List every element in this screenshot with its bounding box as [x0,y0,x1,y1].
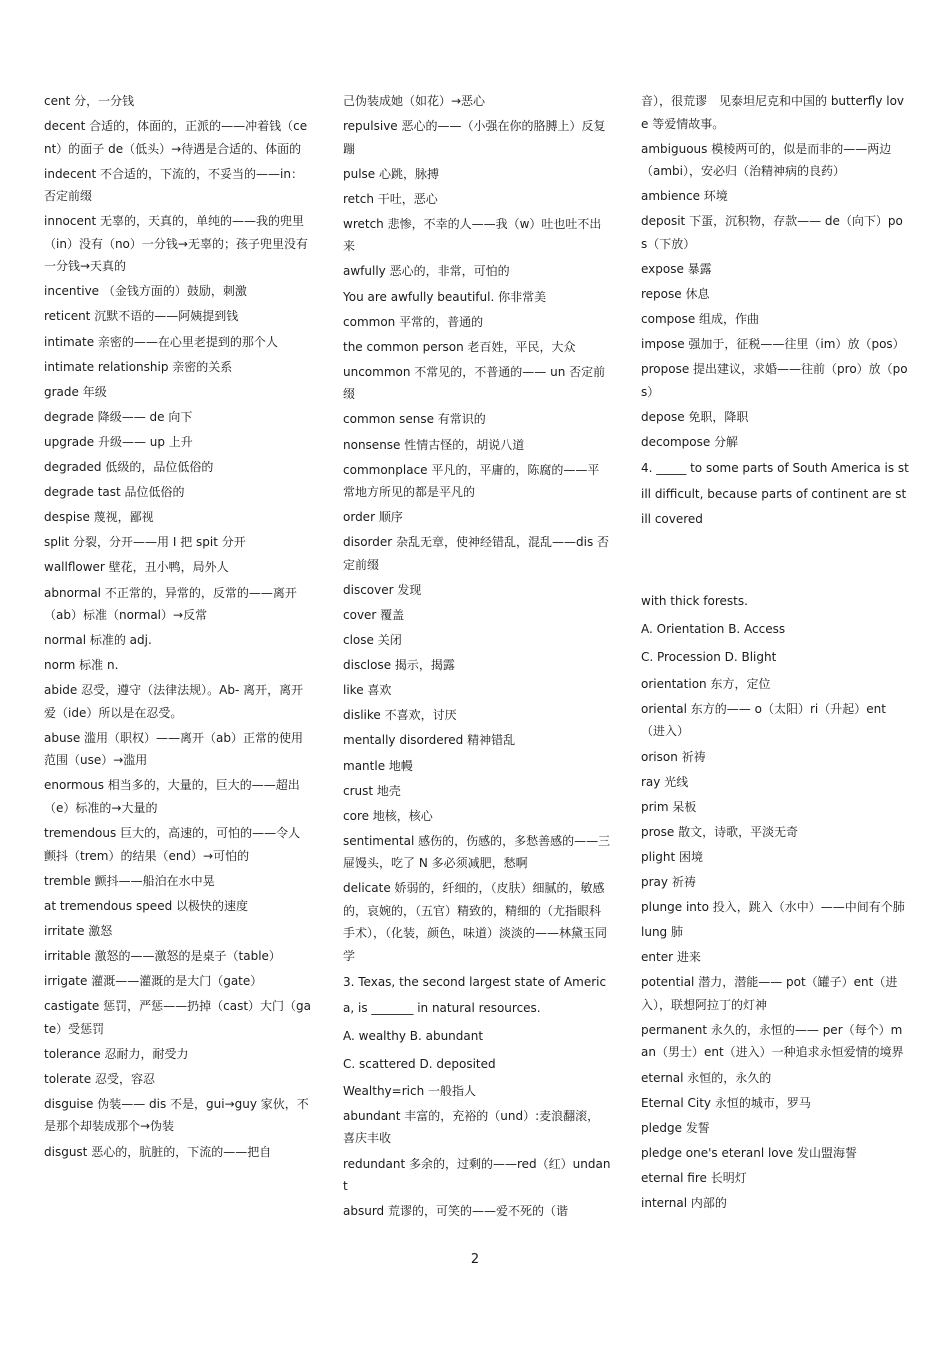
vocab-entry: sentimental 感伤的，伤感的，多愁善感的——三屉馒头，吃了 N 多必须减肥，愁啊 [343,833,611,871]
vocab-entry: innocent 无辜的，天真的，单纯的——我的兜里（in）没有（no）一分钱→无辜的；孩子兜里没有一分钱→天真的 [44,214,308,274]
vocab-entry: prose 散文，诗歌，平淡无奇 [641,824,799,839]
vocab-entry: plight 困境 [641,849,704,864]
vocab-entry: split 分裂，分开——用 I 把 spit 分开 [44,535,246,550]
vocab-entry: tremble 颤抖——船泊在水中晃 [44,873,215,888]
vocab-entry: close 关闭 [343,633,402,648]
vocab-entry: dislike 不喜欢，讨厌 [343,708,457,723]
vocab-entry: uncommon 不常见的，不普通的—— un 否定前缀 [343,364,606,402]
vocab-entry: the common person 老百姓，平民，大众 [343,339,576,354]
vocab-entry: redundant 多余的，过剩的——red（红）undant [343,1156,611,1193]
vocab-entry: absurd 荒谬的，可笑的——爱不死的（谐 [343,1204,568,1219]
vocab-entry: intimate 亲密的——在心里老提到的那个人 [44,334,278,349]
vocab-entry: norm 标准 n. [44,658,119,673]
vocab-entry: abundant 丰富的，充裕的（und）:麦浪翻滚，喜庆丰收 [343,1108,600,1146]
vocab-entry: deposit 下蛋，沉积物，存款—— de（向下）pos（下放） [641,214,903,251]
vocab-entry: permanent 永久的，永恒的—— per（每个）man（男士）ent（进入）一种追求永恒爱情的境界 [641,1022,904,1060]
vocab-entry: disgust 恶心的，肮脏的，下流的——把自 [44,1144,272,1159]
vocab-entry: propose 提出建议，求婚——往前（pro）放（pos） [641,362,908,399]
vocab-entry: irrigate 灌溉——灌溉的是大门（gate） [44,974,263,989]
vocab-entry: order 顺序 [343,510,403,525]
vocab-entry: discover 发现 [343,582,422,597]
vocab-entry: ray 光线 [641,774,689,789]
vocab-entry: internal 内部的 [641,1196,727,1210]
vocab-entry: crust 地壳 [343,783,401,798]
vocab-entry: awfully 恶心的，非常，可怕的 [343,264,510,279]
column-2 [343,90,611,1225]
vocab-entry: repose 休息 [641,286,710,301]
vocab-entry: pray 祈祷 [641,874,696,889]
vocab-entry: despise 蔑视，鄙视 [44,510,154,525]
column-3 [641,90,909,1217]
vocab-entry: 4. _____ to some parts of South America is still difficult, because parts of continent are still covered [641,461,909,527]
vocab-entry: reticent 沉默不语的——阿姨提到钱 [44,309,239,324]
vocab-entry: wretch 悲惨，不幸的人——我（w）吐也吐不出来 [343,216,602,254]
vocab-entry: common 平常的，普通的 [343,314,484,329]
vocab-entry: cent 分，一分钱 [44,94,135,108]
vocab-entry: indecent 不合适的，下流的，不妥当的——in：否定前缀 [44,166,303,204]
vocab-entry: irritable 激怒的——激怒的是桌子（table） [44,948,281,963]
vocab-entry: irritate 激怒 [44,923,113,938]
vocab-entry: eternal fire 长明灯 [641,1170,747,1185]
vocab-entry: abuse 滥用（职权）——离开（ab）正常的使用范围（use）→滥用 [44,730,303,768]
vocab-entry: potential 潜力，潜能—— pot（罐子）ent（进入），联想阿拉丁的灯神 [641,975,898,1012]
vocab-entry: common sense 有常识的 [343,412,486,427]
vocab-entry: like 喜欢 [343,683,392,698]
vocab-entry: disguise 伪装—— dis 不是，gui→guy 家伙，不是那个却装成那个→伪装 [44,1096,309,1134]
vocab-entry: 3. Texas, the second largest state of America, is _______ in natural resources. [343,975,607,1015]
vocab-entry: delicate 娇弱的，纤细的，（皮肤）细腻的，敏感的，哀婉的，（五官）精致的，精细的（尤指眼科手术），（化装，颜色，味道）淡淡的——林黛玉同学 [343,881,608,963]
vocab-entry: eternal 永恒的，永久的 [641,1070,772,1085]
vocab-entry: commonplace 平凡的，平庸的，陈腐的——平常地方所见的都是平凡的 [343,462,600,500]
vocab-entry: lung 肺 [641,925,683,940]
vocab-entry: tremendous 巨大的，高速的，可怕的——令人颤抖（trem）的结果（end）→可怕的 [44,826,301,863]
vocab-entry: incentive （金钱方面的）鼓励，刺激 [44,284,247,299]
vocab-entry: ambience 环境 [641,189,728,204]
vocab-entry: 音），很荒谬 见泰坦尼克和中国的 butterfly love 等爱情故事。 [641,94,905,131]
vocab-entry: tolerate 忍受，容忍 [44,1071,155,1086]
vocab-entry: degraded 低级的，品位低俗的 [44,460,214,475]
vocab-entry: decompose 分解 [641,434,739,449]
vocab-entry: grade 年级 [44,384,107,399]
vocab-entry: expose 暴露 [641,261,712,276]
vocab-entry: C. Procession D. Blight [641,649,777,664]
vocab-entry: degrade 降级—— de 向下 [44,409,193,424]
vocab-entry: Eternal City 永恒的城市，罗马 [641,1095,811,1110]
vocab-entry: nonsense 性情古怪的，胡说八道 [343,437,525,452]
vocab-entry: mantle 地幔 [343,758,413,773]
vocab-entry: pulse 心跳，脉搏 [343,166,440,181]
vocab-entry: tolerance 忍耐力，耐受力 [44,1046,189,1061]
vocab-entry: A. Orientation B. Access [641,621,786,636]
vocab-entry: A. wealthy B. abundant [343,1028,484,1043]
vocab-entry: pledge one's eteranl love 发山盟海誓 [641,1145,857,1160]
vocab-entry: normal 标准的 adj. [44,633,152,648]
vocab-entry: disclose 揭示，揭露 [343,658,455,673]
vocab-entry: upgrade 升级—— up 上升 [44,434,193,449]
vocab-entry: oriental 东方的—— o（太阳）ri（升起）ent（进入） [641,701,886,739]
vocab-entry: enter 进来 [641,950,701,965]
vocab-entry: Wealthy=rich 一般指人 [343,1083,476,1098]
vocab-entry: cover 覆盖 [343,608,405,622]
vocab-entry: impose 强加于，征税——往里（im）放（pos） [641,337,905,352]
vocab-entry: plunge into 投入，跳入（水中）——中间有个肺 [641,900,905,915]
vocab-entry: abnormal 不正常的，异常的，反常的——离开（ab）标准（normal）→反常 [44,585,297,622]
vocab-entry: 己伪装成她（如花）→恶心 [343,94,486,108]
vocab-entry: castigate 惩罚，严惩——扔掉（cast）大门（gate）受惩罚 [44,999,311,1036]
vocab-entry: enormous 相当多的，大量的，巨大的——超出（e）标准的→大量的 [44,778,300,815]
vocab-entry: disorder 杂乱无章，使神经错乱，混乱——dis 否定前缀 [343,535,610,572]
column-gap [641,549,909,573]
vocab-entry: compose 组成，作曲 [641,312,760,327]
vocab-entry: repulsive 恶心的——（小强在你的胳膊上）反复蹦 [343,119,606,156]
vocab-entry: orison 祈祷 [641,749,706,764]
vocab-entry: prim 呆板 [641,799,697,814]
vocab-entry: mentally disordered 精神错乱 [343,733,516,748]
vocab-entry: ambiguous 模棱两可的，似是而非的——两边（ambi），安必归（治精神病的良药） [641,141,892,179]
vocab-entry: C. scattered D. deposited [343,1056,496,1071]
vocab-entry: degrade tast 品位低俗的 [44,485,185,500]
vocab-entry: core 地核，核心 [343,808,433,823]
vocab-entry: with thick forests. [641,593,748,608]
page-number: 2 [470,1252,480,1267]
vocab-entry: You are awfully beautiful. 你非常美 [343,289,547,304]
vocab-entry: orientation 东方，定位 [641,676,771,691]
vocab-entry: wallflower 壁花，丑小鸭，局外人 [44,560,229,575]
vocab-entry: retch 干吐，恶心 [343,191,438,206]
vocab-entry: intimate relationship 亲密的关系 [44,359,233,374]
vocab-entry: at tremendous speed 以极快的速度 [44,898,249,913]
vocab-entry: abide 忍受，遵守（法律法规）。Ab- 离开，离开爱（ide）所以是在忍受。 [44,683,304,720]
vocab-entry: pledge 发誓 [641,1120,710,1135]
vocab-entry: depose 免职，降职 [641,409,749,424]
column-1 [44,90,312,1166]
vocab-entry: decent 合适的，体面的，正派的——冲着钱（cent）的面子 de（低头）→待遇是合适的、体面的 [44,119,308,156]
